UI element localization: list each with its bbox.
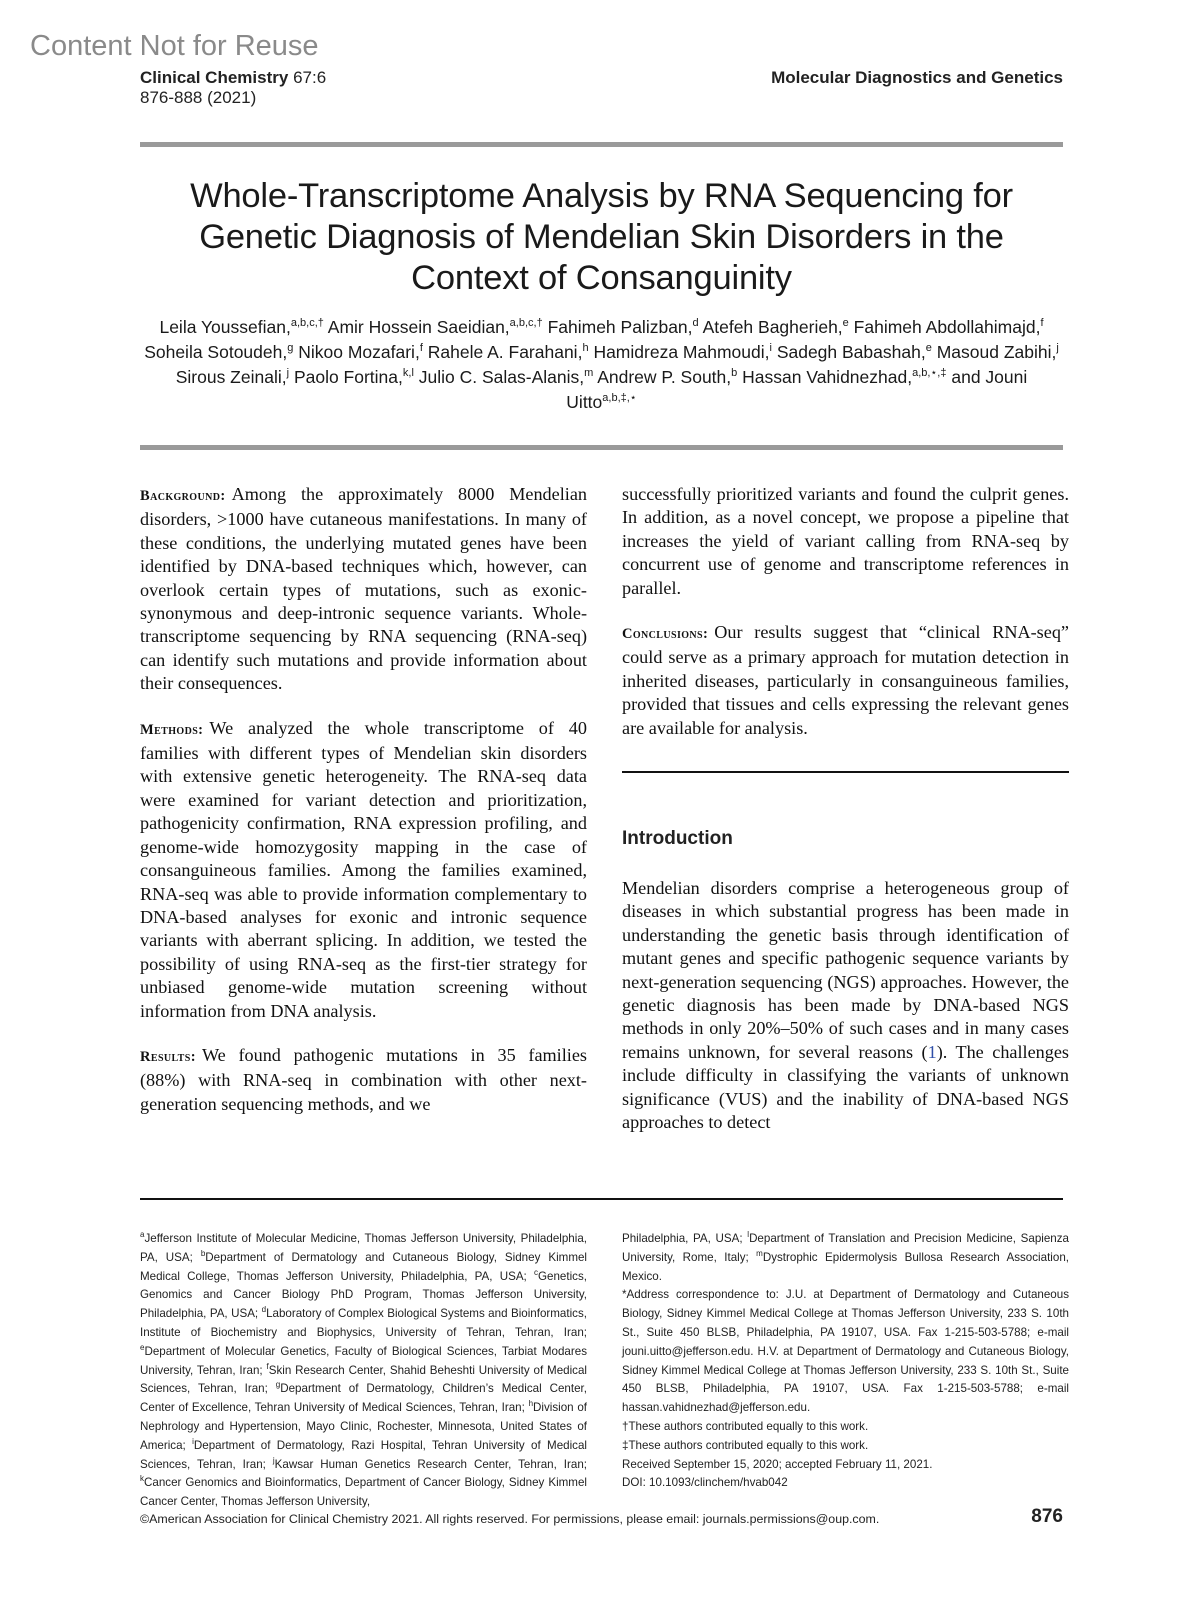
affiliation-marker: a (140, 1230, 145, 1240)
abstract-methods (140, 717, 587, 1023)
author-affiliation-marker: b (731, 367, 738, 380)
results-text: We found pathogenic mutations in 35 families (88%) with RNA-seq in combination with other next-generation sequencing methods, and we (140, 1044, 587, 1114)
author-name: Masoud Zabihi, (936, 342, 1057, 362)
results-continued: successfully prioritized variants and found the culprit genes. In addition, as a novel concept, we propose a pipeline that increases the yield of variant calling from RNA-seq by concurrent use of genome and transcriptome references in parallel. (622, 484, 1069, 598)
author-name: Hamidreza Mahmoudi, (593, 342, 770, 362)
affiliation-marker: c (534, 1267, 539, 1277)
intro-text-1: Mendelian disorders comprise a heterogeneous group of diseases in which substantial progress has been made in understanding the genetic basis through identification of mutant genes and specific pathogenic sequence variants by next-generation sequencing (NGS) approaches. However, the genetic diagnosis has been made by DNA-based NGS methods in only 20%–50% of such cases and in many cases remains unknown, for several reasons ( (622, 878, 1069, 1062)
author-name: Atefeh Bagherieh, (702, 317, 843, 337)
affiliation-text: Department of Dermatology and Cutaneous Biology, Sidney Kimmel Medical College, Thomas Jefferson University, Philadelphia, PA, USA; (140, 1250, 588, 1283)
received-dates: Received September 15, 2020; accepted February 11, 2021. (622, 1457, 933, 1471)
affiliation-marker: j (272, 1455, 275, 1465)
introduction-heading: Introduction (622, 828, 733, 849)
affiliation-marker: d (261, 1305, 267, 1315)
author-name: and Jouni Uitto (566, 367, 1028, 412)
affiliations-right (622, 1230, 1069, 1493)
section-label: Molecular Diagnostics and Genetics (771, 68, 1063, 87)
author-name: Paolo Fortina, (293, 367, 403, 387)
page-number: 876 (1031, 1506, 1063, 1527)
author-list (140, 315, 1063, 415)
affiliation-text: Jefferson Institute of Molecular Medicine, Thomas Jefferson University, Philadelphia, PA, USA; (140, 1232, 587, 1264)
affiliation-marker: k (140, 1474, 144, 1484)
author-affiliation-marker: m (584, 367, 594, 380)
affiliation-text: Department of Translation and Precision Medicine, Sapienza University, Rome, Italy; (622, 1232, 1069, 1264)
conclusions-text: Our results suggest that “clinical RNA-seq” could serve as a primary approach for mutation detection in inherited diseases, particularly in consanguineous families, provided that tissues and cells expressing the relevant genes are available for analysis. (622, 622, 1069, 738)
author-affiliation-marker: f (419, 342, 423, 355)
author-affiliation-marker: e (925, 342, 932, 355)
pages-year: 876-888 (2021) (140, 88, 257, 107)
affiliation-marker: f (266, 1361, 269, 1371)
abstract-left-column (140, 483, 587, 1116)
equal-contribution-note-1: †These authors contributed equally to this work. (622, 1419, 869, 1433)
author-name: Hassan Vahidnezhad, (742, 367, 913, 387)
author-affiliation-marker: j (1056, 342, 1059, 355)
affiliation-text: Department of Dermatology, Children’s Medical Center, Center of Excellence, Tehran University of Medical Sciences, Tehran, Iran; (140, 1382, 587, 1415)
affiliation-text: Genetics, Genomics and Cancer Biology PhD Program, Thomas Jefferson University, Philadelphia, PA, USA; (140, 1269, 587, 1321)
author-name: Nikoo Mozafari, (298, 342, 420, 362)
affiliations-right-text (622, 1230, 1069, 1286)
introduction-body (622, 877, 1069, 1134)
author-name: Leila Youssefian, (159, 317, 291, 337)
author-affiliation-marker: e (842, 317, 849, 330)
results-label: Results: (140, 1048, 196, 1065)
author-name: Sadegh Babashah, (776, 342, 926, 362)
abstract-results (140, 1044, 587, 1116)
author-name: Fahimeh Abdollahimajd, (853, 317, 1041, 337)
background-text: Among the approximately 8000 Mendelian disorders, >1000 have cutaneous manifestations. In many of these conditions, the underlying mutated genes have been identified by DNA-based techniques which, however, can overlook certain types of mutations, such as exonic-synonymous and deep-intronic sequence variants. Whole-transcriptome sequencing by RNA sequencing (RNA-seq) can identify such mutations and provide information about their consequences. (140, 484, 587, 694)
abstract-end-rule (622, 771, 1069, 773)
affiliation-text: Dystrophic Epidermolysis Bullosa Research Association, Mexico. (622, 1250, 1069, 1283)
author-name: Amir Hossein Saeidian, (327, 317, 510, 337)
journal-citation (140, 68, 326, 108)
article-title: Whole-Transcriptome Analysis by RNA Sequencing for Genetic Diagnosis of Mendelian Skin Disorders in the Context of Consanguinity (190, 177, 1013, 297)
affiliations-left (140, 1230, 587, 1512)
conclusions-label: Conclusions: (622, 626, 709, 643)
affiliation-marker: b (200, 1248, 206, 1258)
author-affiliation-marker: i (769, 342, 772, 355)
methods-text: We analyzed the whole transcriptome of 40 families with different types of Mendelian skin disorders with extensive genetic heterogeneity. The RNA-seq data were examined for variant detection and prioritization, pathogenicity confirmation, RNA expression profiling, and genome-wide homozygosity mapping in the case of consanguineous families. Among the families examined, RNA-seq was able to provide information complementary to DNA-based analyses for exonic and intronic sequence variants with aberrant splicing. In addition, we tested the possibility of using RNA-seq as the first-tier strategy for unbiased genome-wide mutation screening without information from DNA analysis. (140, 717, 587, 1021)
affiliation-text: Department of Dermatology, Razi Hospital, Tehran University of Medical Sciences, Tehran, Iran; (140, 1438, 587, 1471)
author-name: Julio C. Salas-Alanis, (418, 367, 585, 387)
affiliation-text: Skin Research Center, Shahid Beheshti University of Medical Sciences, Tehran, Iran; (140, 1363, 587, 1396)
correspondence-note: *Address correspondence to: J.U. at Department of Dermatology and Cutaneous Biology, Sidney Kimmel Medical College at Thomas Jefferson University, 233 S. 10th St., Suite 450 BLSB, Philadelphia, PA 19107, USA. Fax 1-215-503-5788; e-mail jouni.uitto@jefferson.edu. H.V. at Department of Dermatology and Cutaneous Biology, Sidney Kimmel Medical College at Thomas Jefferson University, 233 S. 10th St., Suite 450 BLSB, Philadelphia, PA 19107, USA. Fax 1-215-503-5788; e-mail hassan.vahidnezhad@jefferson.edu. (622, 1288, 1069, 1415)
background-label: Background: (140, 488, 226, 504)
affiliation-marker: e (140, 1342, 145, 1352)
abstract-background (140, 483, 587, 696)
author-affiliation-marker: a,b,⋆,‡ (912, 367, 947, 380)
copyright-notice: ©American Association for Clinical Chemistry 2021. All rights reserved. For permissions, please email: journals.permissions@oup.com. (140, 1512, 880, 1526)
affiliation-marker: i (192, 1436, 194, 1446)
author-affiliation-marker: j (286, 367, 290, 380)
author-affiliation-marker: a,b,‡,⋆ (602, 392, 637, 405)
authors-rule (140, 445, 1063, 450)
author-affiliation-marker: a,b,c,† (290, 317, 324, 330)
author-affiliation-marker: f (1040, 317, 1044, 330)
affiliation-text: Philadelphia, PA, USA; (622, 1232, 748, 1245)
reference-link-1[interactable]: 1 (927, 1041, 937, 1062)
author-affiliation-marker: g (287, 342, 294, 355)
author-affiliation-marker: k,l (402, 367, 414, 380)
author-name: Sirous Zeinali, (175, 367, 287, 387)
author-name: Rahele A. Farahani, (427, 342, 583, 362)
top-rule (140, 142, 1063, 147)
affiliation-text: Division of Nephrology and Hypertension, Mayo Clinic, Rochester, Minnesota, United States of America; (140, 1401, 588, 1452)
affiliation-marker: g (275, 1380, 281, 1390)
affiliation-text: Cancer Genomics and Bioinformatics, Department of Cancer Biology, Sidney Kimmel Cancer Center, Thomas Jefferson University, (140, 1476, 587, 1509)
affiliation-marker: h (528, 1399, 534, 1409)
author-affiliation-marker: a,b,c,† (509, 317, 543, 330)
intro-text-2: ). The challenges include difficulty in classifying the variants of unknown significance (VUS) and the inability of DNA-based NGS approaches to detect (622, 1041, 1069, 1133)
abstract-conclusions (622, 621, 1069, 740)
affiliation-text: Department of Molecular Genetics, Faculty of Biological Sciences, Tarbiat Modares University, Tehran, Iran; (140, 1344, 587, 1377)
equal-contribution-note-2: ‡These authors contributed equally to this work. (622, 1438, 869, 1452)
journal-name: Clinical Chemistry (140, 68, 289, 87)
footnote-rule (140, 1198, 1063, 1200)
watermark: Content Not for Reuse (30, 30, 319, 62)
author-name: Andrew P. South, (597, 367, 732, 387)
volume-issue: 67:6 (293, 68, 327, 87)
methods-label: Methods: (140, 721, 204, 738)
author-name: Soheila Sotoudeh, (144, 342, 288, 362)
affiliation-marker: l (747, 1230, 750, 1240)
doi: DOI: 10.1093/clinchem/hvab042 (622, 1476, 788, 1490)
author-affiliation-marker: h (582, 342, 589, 355)
affiliation-text: Kawsar Human Genetics Research Center, Tehran, Iran; (274, 1457, 587, 1471)
affiliation-text: Laboratory of Complex Biological Systems and Bioinformatics, Institute of Biochemistry and Biophysics, University of Tehran, Tehran, Iran; (140, 1307, 587, 1339)
affiliation-marker: m (756, 1248, 763, 1258)
author-affiliation-marker: d (692, 317, 699, 330)
abstract-right-column (622, 483, 1069, 740)
author-name: Fahimeh Palizban, (547, 317, 693, 337)
